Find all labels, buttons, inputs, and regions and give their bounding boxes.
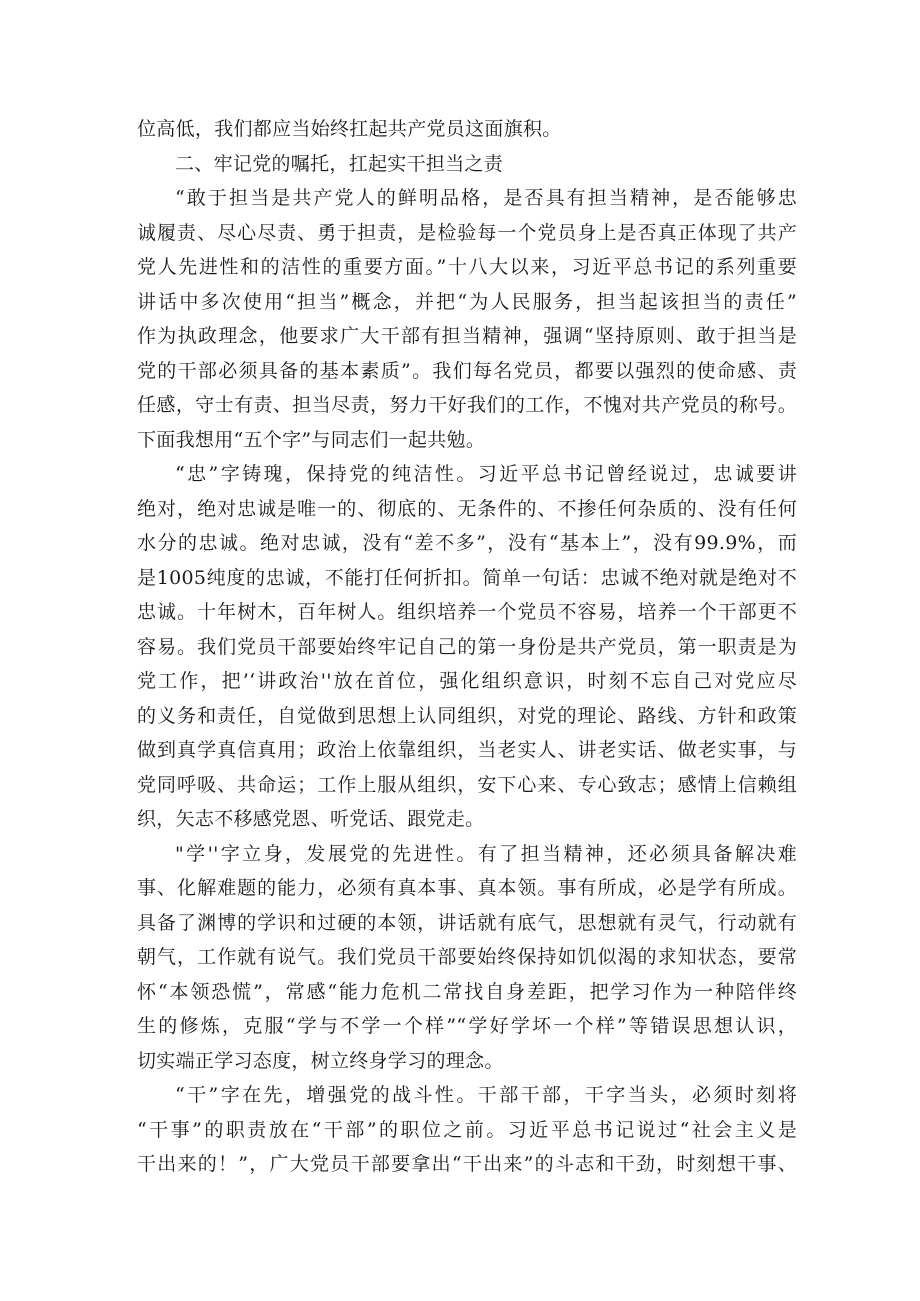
text-line: 任感，守士有责、担当尽责，努力干好我们的工作，不愧对共产党员的称号。	[137, 394, 797, 416]
text-line: 切实端正学习态度，树立终身学习的理念。	[137, 1049, 504, 1072]
text-line: 党工作，把’‘讲政治''放在首位，强化组织意识，时刻不忘自己对党应尽	[137, 670, 797, 692]
text-line: 忠诚。十年树木，百年树人。组织培养一个党员不容易，培养一个干部更不	[137, 601, 797, 623]
text-line: 干出来的！”，广大党员干部要拿出“干出来”的斗志和干劲，时刻想干事、	[137, 1153, 797, 1175]
text-line: 绝对，绝对忠诚是唯一的、彻底的、无条件的、不掺任何杂质的、没有任何	[137, 497, 797, 520]
text-line: 怀“本领恐慌”，常感“能力危机二常找自身差距，把学习作为一种陪伴终	[137, 980, 797, 1003]
document-body	[137, 112, 797, 1182]
text-line: 生的修炼，克服“学与不学一个样”“学好学坏一个样”等错误思想认识，	[137, 1015, 797, 1037]
text-line: 具备了渊博的学识和过硬的本领，讲话就有底气，思想就有灵气，行动就有	[137, 911, 797, 934]
text-line: 党同呼吸、共命运；工作上服从组织，安下心来、专心致志；感情上信赖组	[137, 773, 797, 796]
text-line: 下面我想用“五个字”与同志们一起共勉。	[137, 428, 486, 451]
text-line: “干”字在先，增强党的战斗性。干部干部，干字当头，必须时刻将	[175, 1084, 797, 1106]
text-line: 位高低，我们都应当始终扛起共产党员这面旗积。	[137, 118, 562, 140]
text-line: 水分的忠诚。绝对忠诚，没有“差不多”，没有“基本上”，没有99.9%，而	[137, 532, 797, 554]
text-line: 是1005纯度的忠诚，不能打任何折扣。简单一句话：忠诚不绝对就是绝对不	[137, 566, 797, 589]
text-line: 二、牢记党的嘱托，扛起实干担当之责	[175, 152, 504, 175]
text-line: 讲话中多次使用“担当”概念，并把“为人民服务，担当起该担当的责任”	[137, 290, 797, 313]
text-line: 作为执政理念，他要求广大干部有担当精神，强调“坚持原则、敢于担当是	[137, 325, 797, 347]
text-line: “干事”的职责放在“干部”的职位之前。习近平总书记说过“社会主义是	[137, 1118, 797, 1141]
text-line: "学''字立身，发展党的先进性。有了担当精神，还必须具备解决难	[175, 842, 797, 865]
text-line: 党人先进性和的洁性的重要方面。”十八大以来，习近平总书记的系列重要	[137, 256, 797, 278]
text-line: 容易。我们党员干部要始终牢记自己的第一身份是共产党员，第一职责是为	[137, 635, 797, 658]
text-line: 织，矢志不移感党恩、听党话、跟党走。	[137, 808, 485, 830]
text-line: “忠”字铸瑰，保持党的纯洁性。习近平总书记曾经说过，忠诚要讲	[175, 463, 797, 485]
text-line: 诚履责、尽心尽责、勇于担责，是检验每一个党员身上是否真正体现了共产	[137, 221, 797, 244]
text-line: 朝气，工作就有说气。我们党员干部要始终保持如饥似渴的求知状态，要常	[137, 946, 797, 968]
text-line: “敢于担当是共产党人的鲜明品格，是否具有担当精神，是否能够忠	[175, 187, 797, 209]
text-line: 的义务和责任，自觉做到思想上认同组织，对党的理论、路线、方针和政策	[137, 704, 797, 727]
text-line: 党的干部必须具备的基本素质”。我们每名党员，都要以强烈的使命感、责	[137, 359, 797, 382]
text-line: 做到真学真信真用；政治上依靠组织，当老实人、讲老实话、做老实事，与	[137, 739, 797, 761]
text-line: 事、化解难题的能力，必须有真本事、真本领。事有所成，必是学有所成。	[137, 877, 797, 899]
